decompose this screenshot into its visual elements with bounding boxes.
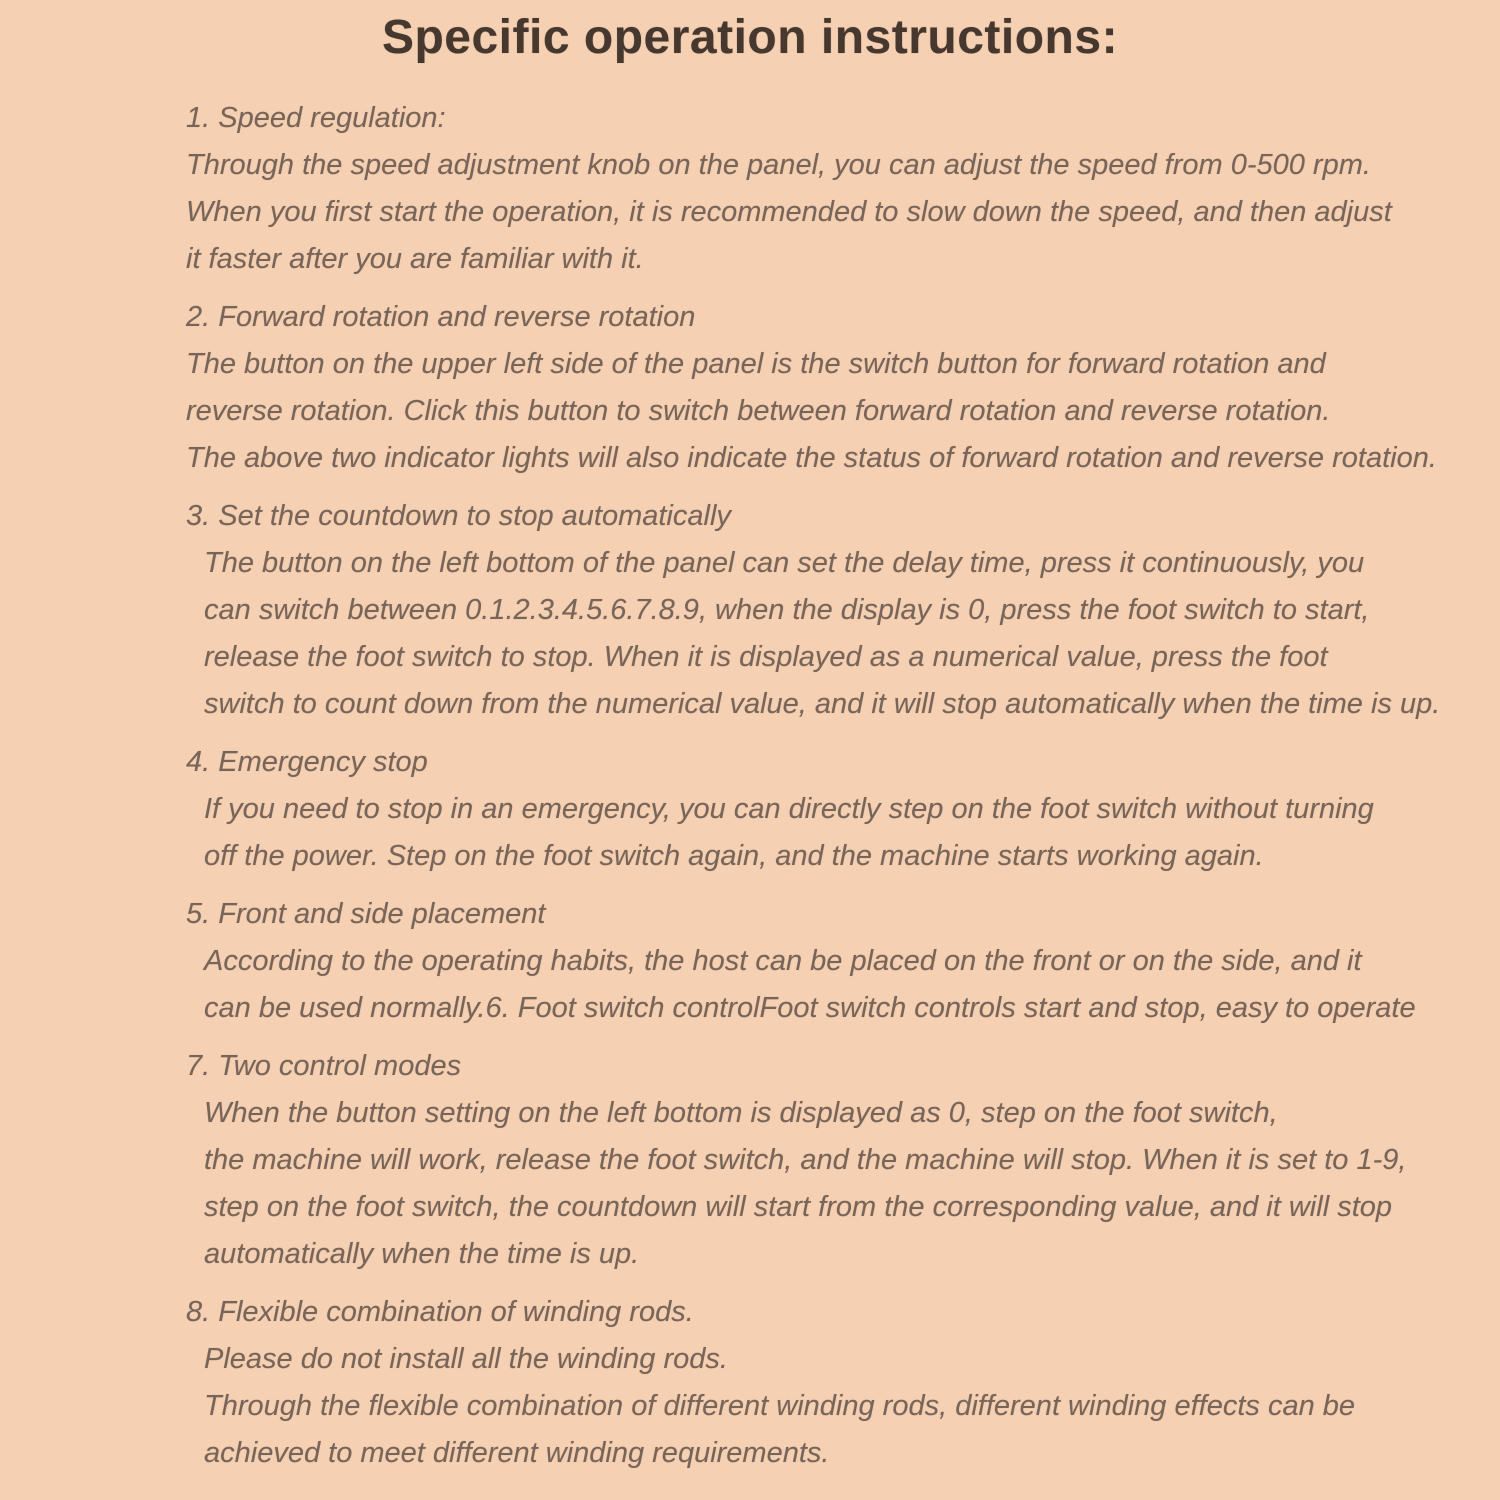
sections-container	[0, 65, 1500, 1477]
section-heading: 2. Forward rotation and reverse rotation	[186, 301, 696, 333]
section-line: Please do not install all the winding rods.	[204, 1343, 728, 1375]
section-line: When the button setting on the left bottom is displayed as 0, step on the foot switch,	[204, 1097, 1278, 1129]
section-heading: 4. Emergency stop	[186, 746, 428, 778]
section-line: achieved to meet different winding requirements.	[204, 1437, 830, 1469]
section-line: can switch between 0.1.2.3.4.5.6.7.8.9, when the display is 0, press the foot switch to start,	[204, 594, 1370, 626]
section-heading: 3. Set the countdown to stop automatically	[186, 500, 731, 532]
section-line: release the foot switch to stop. When it is displayed as a numerical value, press the foot	[204, 641, 1328, 673]
section-line: can be used normally.6. Foot switch controlFoot switch controls start and stop, easy to operate	[204, 992, 1416, 1024]
page-title: Specific operation instructions:	[381, 11, 1119, 64]
section-heading: 1. Speed regulation:	[186, 102, 446, 134]
instruction-section	[186, 95, 1500, 283]
section-line: If you need to stop in an emergency, you can directly step on the foot switch without turning	[204, 793, 1374, 825]
section-line: off the power. Step on the foot switch again, and the machine starts working again.	[204, 840, 1264, 872]
instruction-section	[186, 1043, 1500, 1278]
section-line: Through the speed adjustment knob on the panel, you can adjust the speed from 0-500 rpm.	[186, 149, 1371, 181]
section-heading: 5. Front and side placement	[186, 898, 546, 930]
instruction-section	[186, 891, 1500, 1032]
section-heading: 7. Two control modes	[186, 1050, 462, 1082]
instruction-section	[186, 739, 1500, 880]
section-line: The above two indicator lights will also indicate the status of forward rotation and reverse rotation.	[186, 442, 1437, 474]
section-line: switch to count down from the numerical value, and it will stop automatically when the time is up.	[204, 688, 1441, 720]
section-line: Through the flexible combination of different winding rods, different winding effects can be	[204, 1390, 1356, 1422]
section-line: When you first start the operation, it is recommended to slow down the speed, and then adjust	[186, 196, 1392, 228]
section-line: The button on the upper left side of the panel is the switch button for forward rotation and	[186, 348, 1326, 380]
instruction-section	[186, 1289, 1500, 1477]
instruction-section	[186, 294, 1500, 482]
instruction-section	[186, 493, 1500, 728]
section-line: reverse rotation. Click this button to switch between forward rotation and reverse rotation.	[186, 395, 1331, 427]
section-heading: 8. Flexible combination of winding rods.	[186, 1296, 694, 1328]
section-line: automatically when the time is up.	[204, 1238, 640, 1270]
section-line: According to the operating habits, the host can be placed on the front or on the side, and it	[204, 945, 1362, 977]
section-line: step on the foot switch, the countdown will start from the corresponding value, and it will stop	[204, 1191, 1393, 1223]
section-line: it faster after you are familiar with it.	[186, 243, 644, 275]
section-line: The button on the left bottom of the panel can set the delay time, press it continuously, you	[204, 547, 1365, 579]
section-line: the machine will work, release the foot switch, and the machine will stop. When it is set to 1-9,	[204, 1144, 1407, 1176]
